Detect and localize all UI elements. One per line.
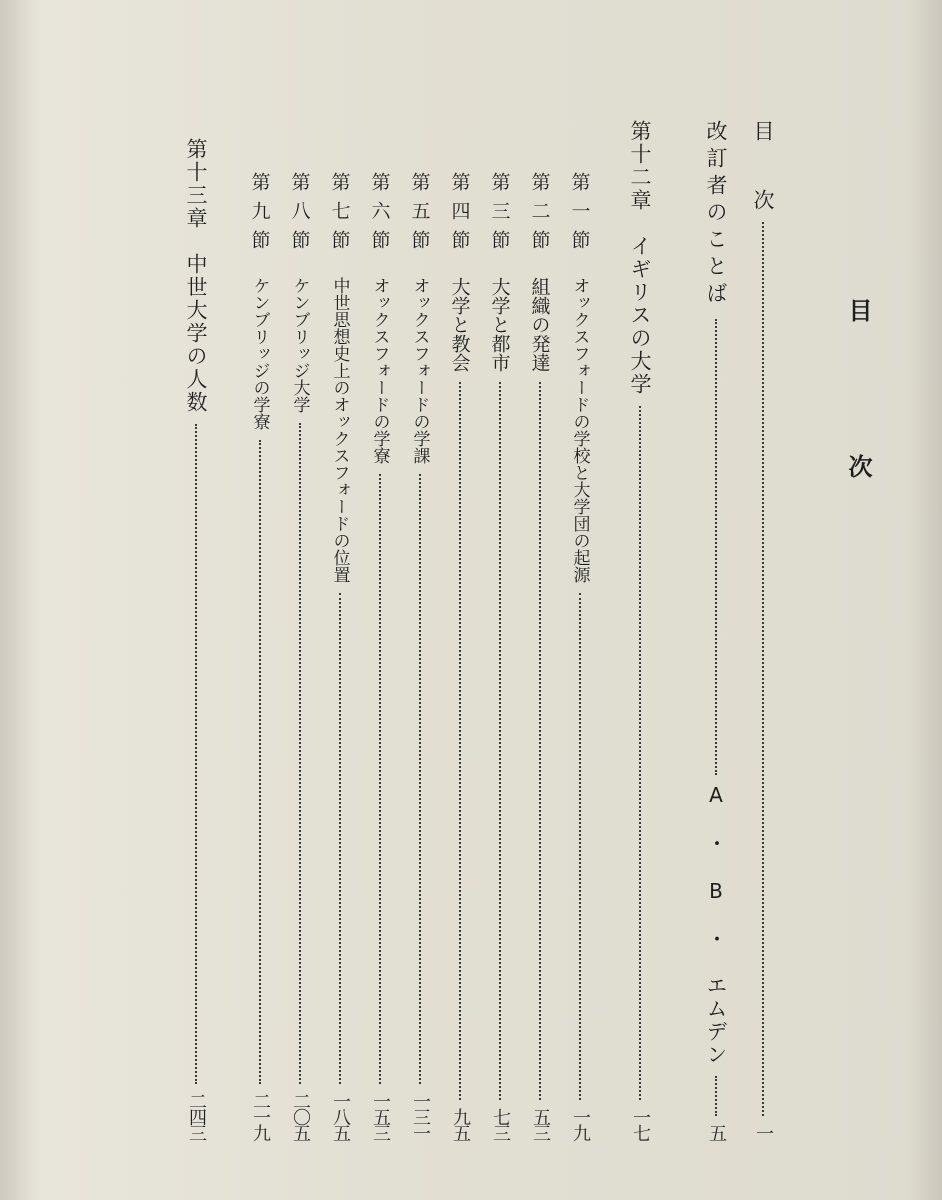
toc-chapter-label: 第十二章 イギリスの大学: [628, 120, 652, 396]
toc-section-number: 第七節: [328, 172, 351, 259]
author-initial: B: [704, 878, 728, 903]
toc-page-number: 五: [706, 1124, 727, 1140]
toc-chapter-label: 第十三章 中世大学の人数: [184, 138, 208, 414]
toc-section-5: [402, 172, 438, 1140]
dot-leader: [419, 464, 421, 1092]
toc-page-number: 二〇五: [290, 1092, 311, 1140]
toc-section-title: ケンブリッジの学寮: [249, 277, 270, 430]
page-title: 目 次: [844, 298, 873, 532]
toc-entry-preface: [698, 120, 734, 1140]
toc-section-number: 第五節: [408, 172, 431, 259]
toc-page-number: 九五: [450, 1108, 471, 1140]
toc-entry-label: 改訂者のことば: [704, 120, 728, 309]
toc-entry-label: 目 次: [751, 120, 775, 212]
dot-leader: [639, 396, 641, 1108]
toc-chapter-12: [622, 120, 658, 1140]
toc-chapter-13: [178, 138, 214, 1140]
toc-section-title: 中世思想史上のオックスフォードの位置: [329, 277, 350, 583]
author-separator: ・: [704, 831, 728, 853]
toc-page-number: 一三一: [410, 1092, 431, 1140]
dot-leader: [259, 430, 261, 1092]
dot-leader: [715, 1066, 717, 1124]
toc-page-number: 一七: [630, 1108, 651, 1140]
author-separator: ・: [704, 927, 728, 949]
toc-page-number: 一九: [570, 1108, 591, 1140]
toc-section-number: 第八節: [288, 172, 311, 259]
facing-page-edge: [906, 0, 942, 1200]
dot-leader: [379, 464, 381, 1092]
toc-section-number: 第四節: [448, 172, 471, 259]
dot-leader: [299, 413, 301, 1092]
dot-leader: [339, 583, 341, 1092]
author-initial: A: [704, 782, 728, 807]
dot-leader: [459, 372, 461, 1108]
toc-section-4: [442, 172, 478, 1140]
toc-section-title: オックスフォードの学寮: [369, 277, 390, 464]
toc-section-number: 第六節: [368, 172, 391, 259]
toc-section-1: [562, 172, 598, 1140]
dot-leader: [195, 414, 197, 1092]
toc-page-number: 一八五: [330, 1092, 351, 1140]
toc-entry-contents: [745, 120, 781, 1140]
toc-section-9: [242, 172, 278, 1140]
dot-leader: [539, 372, 541, 1108]
toc-section-title: オックスフォードの学課: [409, 277, 430, 464]
toc-section-title: オックスフォードの学校と大学団の起源: [569, 277, 590, 583]
toc-section-number: 第一節: [568, 172, 591, 259]
dot-leader: [762, 212, 764, 1124]
toc-section-title: 組織の発達: [528, 277, 551, 372]
dot-leader: [579, 583, 581, 1108]
toc-section-7: [322, 172, 358, 1140]
toc-section-title: 大学と都市: [488, 277, 511, 372]
toc-section-title: ケンブリッジ大学: [289, 277, 310, 413]
dot-leader: [715, 309, 717, 783]
toc-section-title: 大学と教会: [448, 277, 471, 372]
author-surname: エムデン: [704, 974, 728, 1066]
toc-section-3: [482, 172, 518, 1140]
toc-page-number: 二一九: [250, 1092, 271, 1140]
toc-section-2: [522, 172, 558, 1140]
toc-page-number: 一五三: [370, 1092, 391, 1140]
toc-section-8: [282, 172, 318, 1140]
toc-page-number: 七三: [490, 1108, 511, 1140]
page-gutter-shadow: [0, 0, 40, 1200]
toc-section-number: 第九節: [248, 172, 271, 259]
toc-section-number: 第三節: [488, 172, 511, 259]
toc-section-number: 第二節: [528, 172, 551, 259]
toc-section-6: [362, 172, 398, 1140]
toc-entry-author: [701, 783, 731, 1067]
toc-page-number: 二四三: [186, 1092, 207, 1140]
dot-leader: [499, 372, 501, 1108]
toc-page-number: 五三: [530, 1108, 551, 1140]
toc-page-number: 一: [753, 1124, 774, 1140]
